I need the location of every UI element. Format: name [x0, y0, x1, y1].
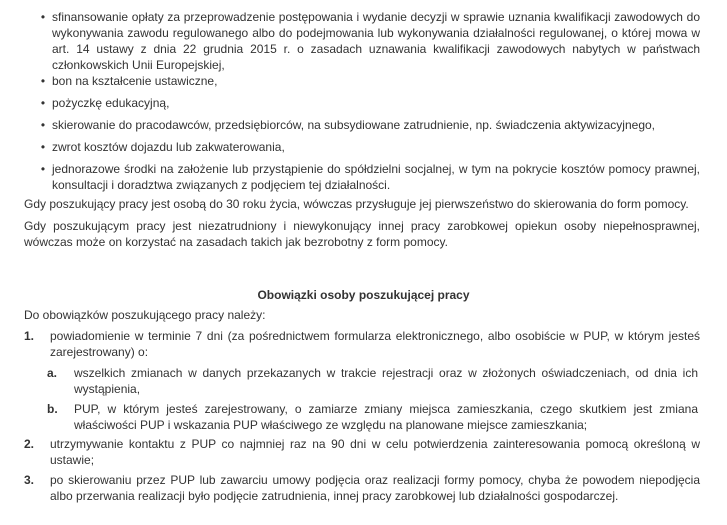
- sub-item: [47, 365, 698, 397]
- list-item: [40, 117, 700, 133]
- bullet-icon: •: [40, 74, 46, 88]
- duties-intro: Do obowiązków poszukującego pracy należy:: [24, 308, 266, 322]
- duties-heading: Obowiązki osoby poszukującej pracy: [257, 288, 470, 302]
- list-item: [40, 161, 700, 193]
- list-item: [40, 95, 700, 111]
- bullet-icon: •: [40, 140, 46, 154]
- numbered-item: [24, 328, 700, 360]
- list-item: [40, 9, 700, 73]
- sub-item-letter: b.: [47, 402, 58, 416]
- item-number: 3.: [24, 473, 35, 487]
- item-number: 1.: [24, 329, 35, 343]
- numbered-item: [24, 436, 700, 468]
- list-item: [40, 73, 700, 89]
- list-item-text: bon na kształcenie ustawiczne,: [52, 74, 218, 88]
- item-text: utrzymywanie kontaktu z PUP co najmniej raz na 90 dni w celu potwierdzenia zainteresowania pomocą określoną w ustawie;: [50, 437, 700, 467]
- sub-item-text: PUP, w którym jesteś zarejestrowany, o zamiarze zmiany miejsca zamieszkania, czego skutkiem jest zmiana właściwości PUP i wskazania PUP właściwego ze względu na planowane miejsce zamieszkania;: [74, 402, 698, 432]
- item-number: 2.: [24, 437, 35, 451]
- list-item-text: sfinansowanie opłaty za przeprowadzenie postępowania i wydanie decyzji w sprawie uznania kwalifikacji zawodowych do wykonywania zawodu regulowanego albo do podejmowania lub wykonywania działalności regulowanej, o której mowa w art. 14 ustawy z dnia 22 grudnia 2015 r. o zasadach uznawania kwalifikacji zawodowych nabytych w państwach członkowskich Unii Europejskiej,: [52, 10, 700, 72]
- list-item-text: skierowanie do pracodawców, przedsiębiorców, na subsydiowane zatrudnienie, np. świadczenia aktywizacyjnego,: [52, 118, 656, 132]
- under-30-paragraph: Gdy poszukujący pracy jest osobą do 30 roku życia, wówczas przysługuje jej pierwszeństwo do skierowania do form pomocy.: [24, 197, 689, 211]
- bullet-icon: •: [40, 118, 46, 132]
- list-item: [40, 139, 700, 155]
- item-text: po skierowaniu przez PUP lub zawarciu umowy podjęcia oraz realizacji formy pomocy, chyba że powodem niepodjęcia albo przerwania realizacji było podjęcie zatrudnienia, innej pracy zarobkowej lub działalności gospodarczej.: [50, 473, 700, 503]
- list-item-text: zwrot kosztów dojazdu lub zakwaterowania,: [52, 140, 285, 154]
- bullet-icon: •: [40, 162, 46, 176]
- list-item-text: jednorazowe środki na założenie lub przystąpienie do spółdzielni socjalnej, w tym na pokrycie kosztów pomocy prawnej, konsultacji i doradztwa związanych z podjęciem tej działalności.: [52, 162, 700, 192]
- bullet-icon: •: [40, 10, 46, 24]
- sub-item: [47, 401, 698, 433]
- list-item-text: pożyczkę edukacyjną,: [52, 96, 170, 110]
- sub-item-letter: a.: [47, 366, 58, 380]
- bullet-icon: •: [40, 96, 46, 110]
- numbered-item: [24, 472, 700, 504]
- caregiver-paragraph: Gdy poszukującym pracy jest niezatrudniony i niewykonujący innej pracy zarobkowej opiekun osoby niepełnosprawnej, wówczas może on korzystać na zasadach takich jak bezrobotny z form pomocy.: [24, 219, 700, 249]
- item-text: powiadomienie w terminie 7 dni (za pośrednictwem formularza elektronicznego, albo osobiście w PUP, w którym jesteś zarejestrowany) o:: [50, 329, 700, 359]
- sub-item-text: wszelkich zmianach w danych przekazanych w trakcie rejestracji oraz w złożonych oświadczeniach, od dnia ich wystąpienia,: [74, 366, 698, 396]
